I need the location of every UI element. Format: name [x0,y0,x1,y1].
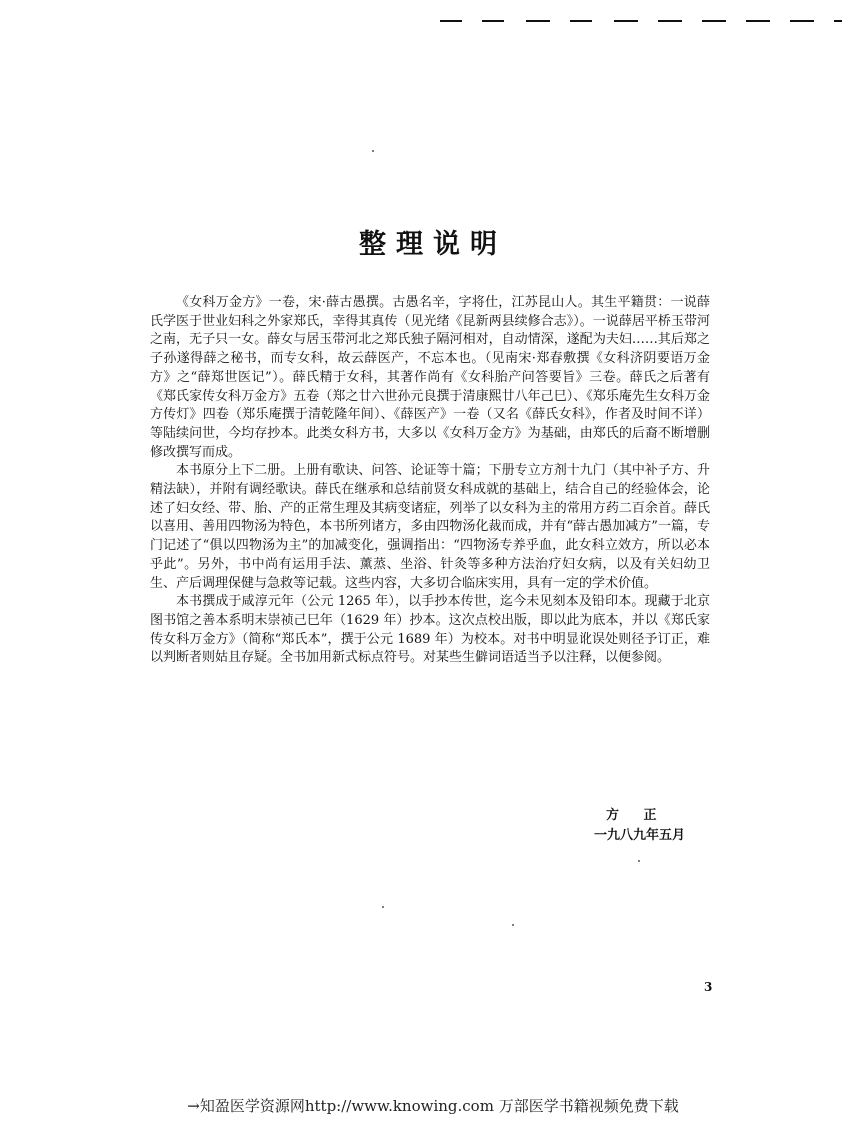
paragraph-3: 本书撰成于咸淳元年（公元 1265 年），以手抄本传世，迄今未见刻本及铅印本。现藏于北京图书馆之善本系明末崇祯己巳年（1629 年）抄本。这次点校出版，即以此为底本，并以《郑氏家传女科万金方》（简称“郑氏本”，撰于公元 1689 年）为校本。对书中明显讹误处则径予订正，难以判断者则姑且存疑。全书加用新式标点符号。对某些生僻词语适当予以注释，以便参阅。 [150,594,710,666]
paragraph-1: 《女科万金方》一卷，宋·薛古愚撰。古愚名辛，字将仕，江苏昆山人。其生平籍贯：一说薛氏学医于世业妇科之外家郑氏，幸得其真传（见光绪《昆新两县续修合志》）。一说薛居平桥玉带河之南，无子只一女。薛女与居玉带河北之郑氏独子隔河相对，自动情深，遂配为夫妇……其后郑之子孙遂得薛之秘书，而专女科，故云薛医产，不忘本也。（见南宋·郑春敷撰《女科济阴要语万金方》之“薛郑世医记”）。薛氏精于女科，其著作尚有《女科胎产问答要旨》三卷。薛氏之后著有《郑氏家传女科万金方》五卷（郑之廿六世孙元良撰于清康熙廿八年己巳）、《郑乐庵先生女科万金方传灯》四卷（郑乐庵撰于清乾隆年间）、《薛医产》一卷（又名《薛氏女科》，作者及时间不详）等陆续问世，今均存抄本。此类女科方书，大多以《女科万金方》为基础，由郑氏的后裔不断增删修改撰写而成。 [150,295,710,460]
page-number: 3 [704,980,713,994]
paragraph-2: 本书原分上下二册。上册有歌诀、问答、论证等十篇；下册专立方剂十九门（其中补子方、升精法缺），并附有调经歌诀。薛氏在继承和总结前贤女科成就的基础上，结合自己的经验体会，论述了妇女经、带、胎、产的正常生理及其病变诸症，列举了以女科为主的常用方药二百余首。薛氏以喜用、善用四物汤为特色，本书所列诸方，多由四物汤化裁而成，并有“薛古愚加减方”一篇，专门记述了“俱以四物汤为主”的加减变化，强调指出：“四物汤专养乎血，此女科立效方，所以必本乎此”。另外，书中尚有运用手法、薰蒸、坐浴、针灸等多种方法治疗妇女病，以及有关妇幼卫生、产后调理保健与急救等记载。这些内容，大多切合临床实用，具有一定的学术价值。 [150,463,710,591]
scan-speck [372,150,374,152]
scan-speck [512,924,514,926]
scan-speck [638,860,640,862]
signature-date: 一九八九年五月 [594,828,686,843]
scan-speck [382,906,384,908]
page-title: 整理说明 [359,229,507,260]
header-rule-dashes [440,20,850,26]
body-text [150,294,710,668]
footer-watermark-link[interactable]: →知盈医学资源网http://www.knowing.com 万部医学书籍视频免费下载 [187,1097,679,1115]
author-signature: 方 正 [606,808,667,823]
